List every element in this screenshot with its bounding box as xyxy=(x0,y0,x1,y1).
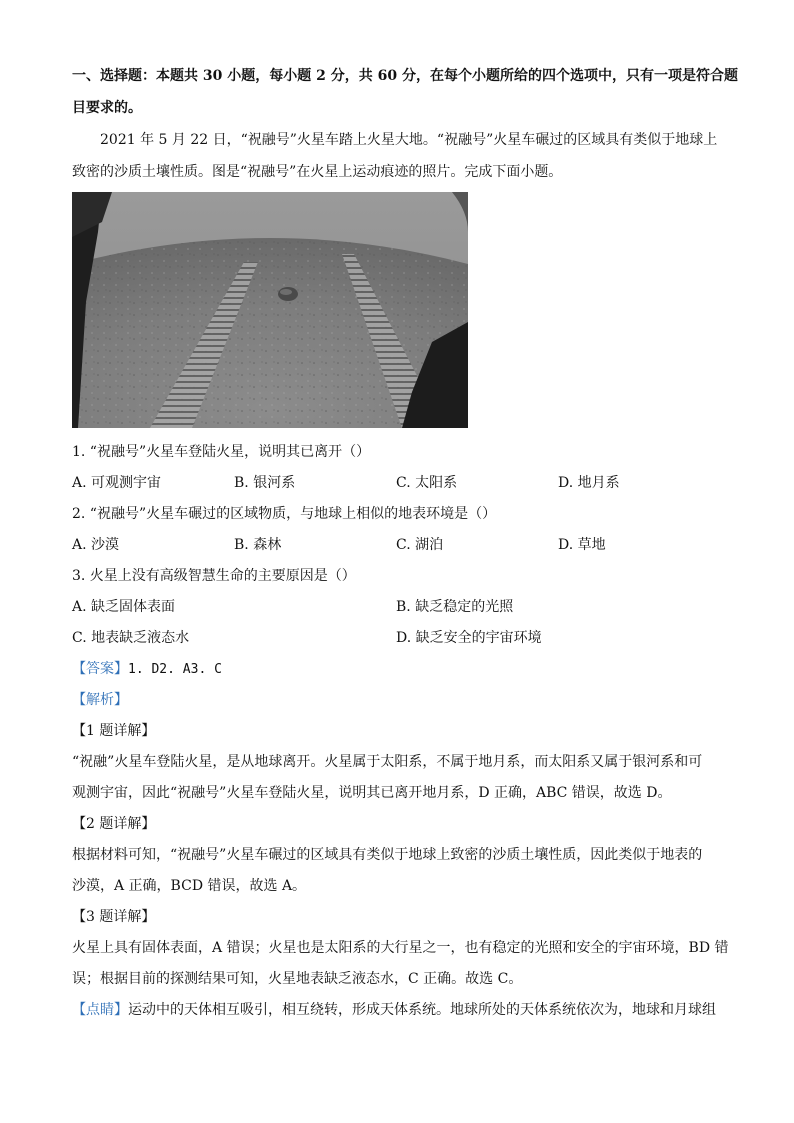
question-1-option-a[interactable]: A. 可观测宇宙 xyxy=(72,475,162,491)
question-3-option-a[interactable]: A. 缺乏固体表面 xyxy=(72,599,176,615)
detail-3-label: 【3 题详解】 xyxy=(72,909,156,925)
detail-2-label: 【2 题详解】 xyxy=(72,816,156,832)
question-1-stem: 1. “祝融号”火星车登陆火星，说明其已离开（） xyxy=(72,444,371,460)
intro-line-2: 致密的沙质土壤性质。图是“祝融号”在火星上运动痕迹的照片。完成下面小题。 xyxy=(72,164,563,180)
question-2-option-c[interactable]: C. 湖泊 xyxy=(396,537,444,553)
question-3-stem: 3. 火星上没有高级智慧生命的主要原因是（） xyxy=(72,568,356,584)
question-1-option-c[interactable]: C. 太阳系 xyxy=(396,475,458,491)
analysis-label: 【解析】 xyxy=(72,692,128,708)
section-heading-line-1: 一、选择题：本题共 30 小题，每小题 2 分，共 60 分，在每个小题所给的四个选项中，只有一项是符合题 xyxy=(72,68,738,84)
tip-text: 运动中的天体相互吸引，相互绕转，形成天体系统。地球所处的天体系统依次为，地球和月球组 xyxy=(128,1002,716,1018)
answer-text: 1. D2. A3. C xyxy=(128,662,222,677)
question-3-option-c[interactable]: C. 地表缺乏液态水 xyxy=(72,630,190,646)
detail-3-line-1: 火星上具有固体表面，A 错误；火星也是太阳系的大行星之一，也有稳定的光照和安全的宇宙环境，BD 错 xyxy=(72,940,729,956)
question-2-option-a[interactable]: A. 沙漠 xyxy=(72,537,120,553)
answer-label: 【答案】 xyxy=(72,661,128,677)
mars-rover-tracks-photo xyxy=(72,192,468,428)
detail-3-line-2: 误；根据目前的探测结果可知，火星地表缺乏液态水，C 正确。故选 C。 xyxy=(72,971,523,987)
intro-line-1: 2021 年 5 月 22 日，“祝融号”火星车踏上火星大地。“祝融号”火星车碾过的区域具有类似于地球上 xyxy=(100,132,718,148)
tip-line xyxy=(72,1000,724,1020)
question-1-option-d[interactable]: D. 地月系 xyxy=(558,475,620,491)
question-1-option-b[interactable]: B. 银河系 xyxy=(234,475,296,491)
question-2-stem: 2. “祝融号”火星车碾过的区域物质，与地球上相似的地表环境是（） xyxy=(72,506,497,522)
section-heading-line-2: 目要求的。 xyxy=(72,100,142,116)
answer-line xyxy=(72,659,724,680)
tip-label: 【点睛】 xyxy=(72,1002,128,1018)
question-3-option-b[interactable]: B. 缺乏稳定的光照 xyxy=(396,599,514,615)
detail-2-line-2: 沙漠，A 正确，BCD 错误，故选 A。 xyxy=(72,878,307,894)
detail-2-line-1: 根据材料可知，“祝融号”火星车碾过的区域具有类似于地球上致密的沙质土壤性质，因此类似于地表的 xyxy=(72,847,703,863)
detail-1-label: 【1 题详解】 xyxy=(72,723,156,739)
question-3-option-d[interactable]: D. 缺乏安全的宇宙环境 xyxy=(396,630,542,646)
question-2-option-b[interactable]: B. 森林 xyxy=(234,537,282,553)
detail-1-line-2: 观测宇宙，因此“祝融号”火星车登陆火星，说明其已离开地月系，D 正确，ABC 错误，故选 D。 xyxy=(72,785,672,801)
question-2-option-d[interactable]: D. 草地 xyxy=(558,537,606,553)
detail-1-line-1: “祝融”火星车登陆火星，是从地球离开。火星属于太阳系，不属于地月系，而太阳系又属于银河系和可 xyxy=(72,754,703,770)
